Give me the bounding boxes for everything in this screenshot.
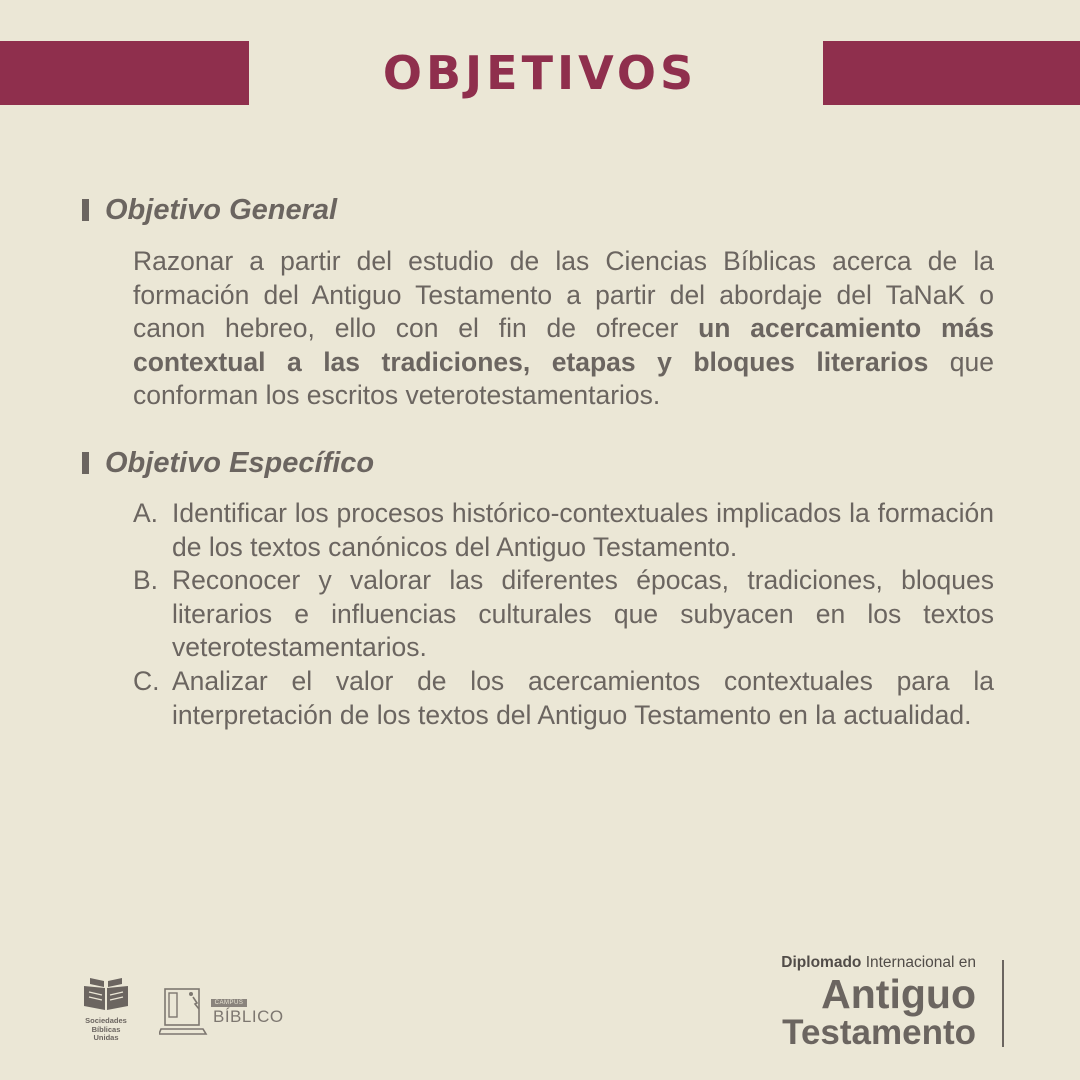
general-text-after: que conforman los escritos veterotestamentarios. bbox=[133, 346, 995, 411]
general-objective-paragraph bbox=[133, 245, 994, 413]
list-item-letter: C. bbox=[133, 665, 160, 696]
specific-objective-heading bbox=[82, 446, 374, 480]
list-item-letter: B. bbox=[133, 565, 159, 596]
general-objective-heading-text: Objetivo General bbox=[105, 194, 338, 226]
list-item bbox=[133, 665, 994, 732]
list-item-text: Identificar los procesos histórico-contextuales implicados la formación de los textos canónicos del Antiguo Testamento. bbox=[172, 498, 994, 562]
heading-marker bbox=[82, 199, 89, 221]
sociedades-biblicas-logo bbox=[80, 976, 132, 1043]
logo1-caption-line: Bíblicas bbox=[91, 1024, 121, 1034]
biblico-word: BÍBLICO bbox=[213, 1007, 284, 1026]
general-text-bold: un acercamiento más contextual a las tradiciones, etapas y bloques literarios bbox=[133, 313, 994, 377]
list-item-text: Reconocer y valorar las diferentes épocas, tradiciones, bloques literarios e influencias culturales que subyacen en los textos veterotestamentarios. bbox=[172, 565, 994, 663]
logo1-caption-line: Sociedades bbox=[85, 1016, 127, 1025]
general-objective-heading bbox=[82, 193, 337, 227]
logo1-caption-line: Unidas bbox=[93, 1033, 119, 1042]
course-prefix-bold: Diplomado bbox=[781, 954, 862, 971]
course-title-block bbox=[781, 952, 976, 1052]
course-title-line2: Testamento bbox=[782, 1013, 976, 1052]
list-item bbox=[133, 497, 994, 564]
specific-objective-list bbox=[133, 497, 994, 732]
list-item-letter: A. bbox=[133, 498, 159, 528]
course-prefix-rest: Internacional en bbox=[861, 954, 976, 971]
list-item-text: Analizar el valor de los acercamientos contextuales para la interpretación de los textos del Antiguo Testamento en la actualidad. bbox=[172, 665, 994, 730]
bible-book-icon bbox=[80, 976, 132, 1012]
course-divider bbox=[1002, 960, 1004, 1047]
heading-marker bbox=[82, 452, 89, 474]
campus-tag: CAMPUS bbox=[211, 999, 247, 1007]
general-text-before: Razonar a partir del estudio de las Ciencias Bíblicas acerca de la formación del Antiguo Testamento a partir del abordaje del TaNaK o canon hebreo, ello con el fin de ofrecer bbox=[133, 246, 994, 344]
specific-objective-heading-text: Objetivo Específico bbox=[105, 447, 375, 479]
course-title-line1: Antiguo bbox=[821, 971, 976, 1017]
laptop-book-icon bbox=[159, 985, 209, 1039]
campus-biblico-logo bbox=[159, 985, 284, 1039]
list-item bbox=[133, 564, 994, 665]
page-title: OBJETIVOS bbox=[382, 46, 698, 100]
